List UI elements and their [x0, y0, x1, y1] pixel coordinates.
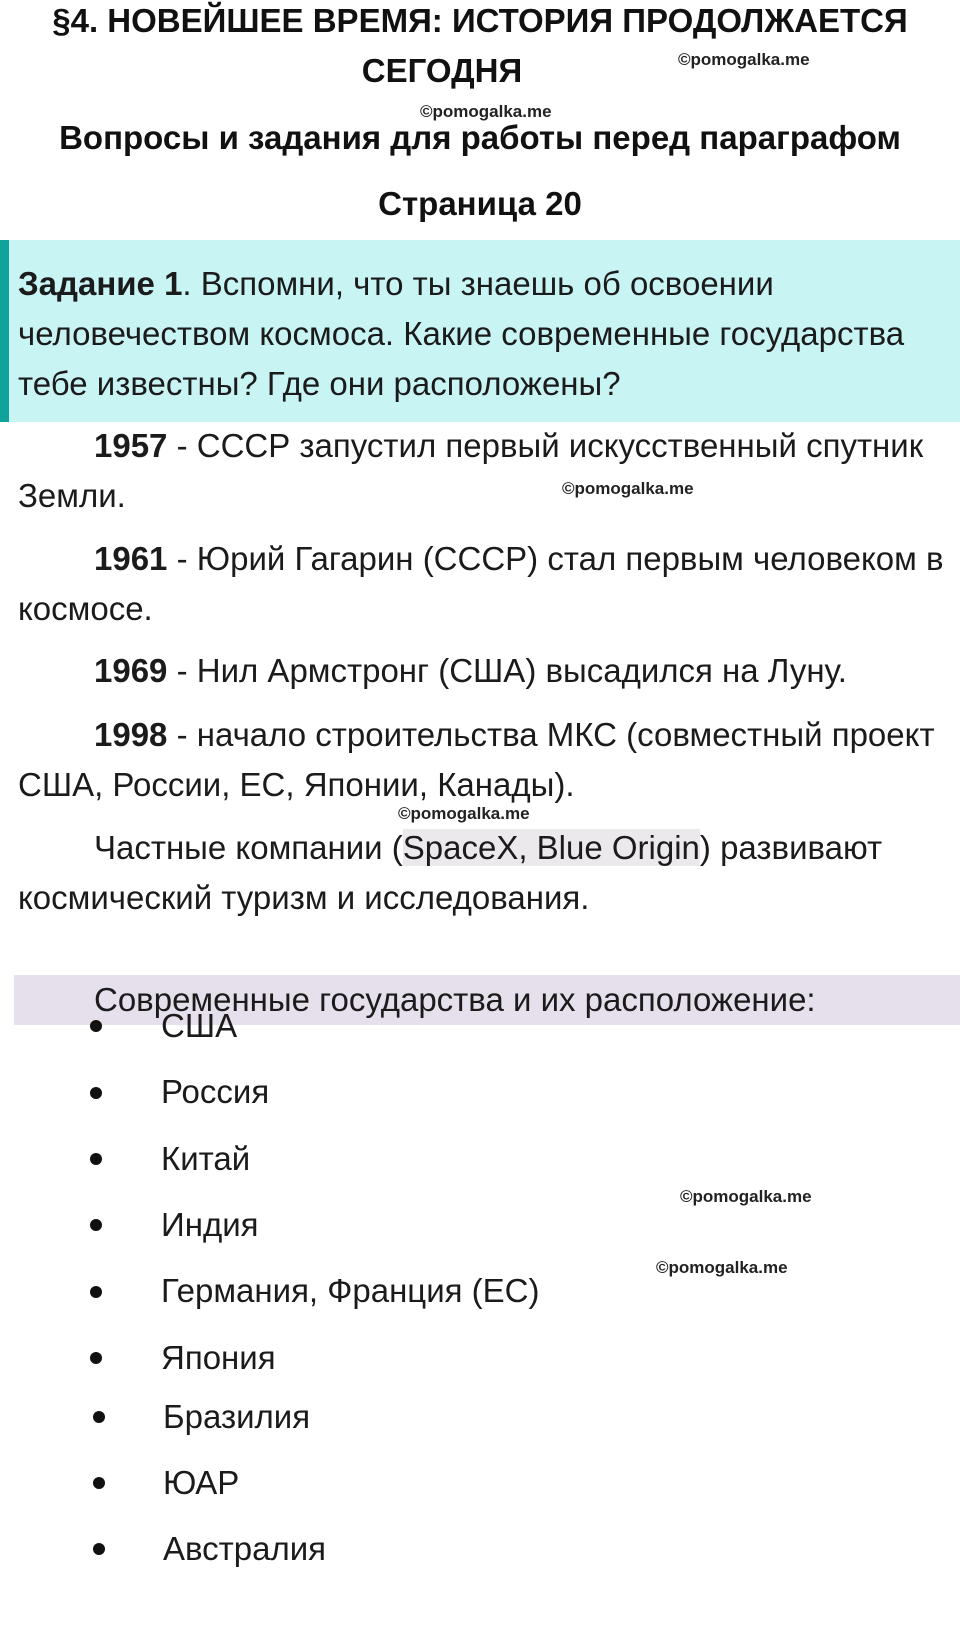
private-text-after: ) развивают космический туризм и исследования. — [18, 829, 883, 916]
bullet-icon — [90, 1153, 102, 1165]
list-item: Австралия — [163, 1530, 327, 1567]
fact-paragraph — [18, 710, 953, 810]
task-question: . Вспомни, что ты знаешь об освоении человечеством космоса. Какие современные государства тебе известны? Где они расположены? — [18, 265, 905, 402]
list-item: Индия — [161, 1206, 259, 1243]
watermark: ©pomogalka.me — [398, 804, 530, 823]
page-number: Страница 20 — [378, 185, 582, 222]
section-subtitle: Вопросы и задания для работы перед параграфом — [59, 119, 901, 156]
private-text-before: Частные компании ( — [94, 829, 403, 866]
task-text — [18, 259, 948, 409]
list-item: ЮАР — [163, 1464, 240, 1501]
bullet-icon — [90, 1219, 102, 1231]
page-title-line2: СЕГОДНЯ — [361, 52, 523, 89]
list-item: США — [161, 1007, 238, 1044]
fact-text: - Юрий Гагарин (СССР) стал первым человеком в космосе. — [18, 540, 944, 627]
fact-year: 1957 — [94, 427, 168, 464]
fact-paragraph — [18, 646, 953, 696]
fact-paragraph — [18, 421, 953, 521]
page-title-line1: §4. НОВЕЙШЕЕ ВРЕМЯ: ИСТОРИЯ ПРОДОЛЖАЕТСЯ — [52, 2, 908, 39]
fact-year: 1998 — [94, 716, 168, 753]
watermark: ©pomogalka.me — [420, 102, 552, 121]
states-heading: Современные государства и их расположение: — [94, 981, 816, 1018]
bullet-icon — [90, 1087, 102, 1099]
list-item: Россия — [161, 1073, 270, 1110]
fact-year: 1961 — [94, 540, 168, 577]
bullet-icon — [93, 1411, 105, 1423]
bullet-icon — [90, 1286, 102, 1298]
fact-paragraph — [18, 534, 953, 634]
companies-highlight: SpaceX, Blue Origin — [402, 829, 700, 866]
bullet-icon — [90, 1352, 102, 1364]
watermark: ©pomogalka.me — [680, 1187, 812, 1206]
list-item: Китай — [161, 1140, 251, 1177]
watermark: ©pomogalka.me — [678, 50, 810, 69]
private-companies-paragraph — [18, 823, 953, 923]
bullet-icon — [93, 1543, 105, 1555]
task-label: Задание 1 — [18, 265, 183, 302]
bullet-icon — [93, 1477, 105, 1489]
watermark: ©pomogalka.me — [562, 479, 694, 498]
fact-text: - начало строительства МКС (совместный проект США, России, ЕС, Японии, Канады). — [18, 716, 935, 803]
fact-text: - Нил Армстронг (США) высадился на Луну. — [167, 652, 847, 689]
fact-text: - СССР запустил первый искусственный спутник Земли. — [18, 427, 924, 514]
list-item: Япония — [161, 1339, 276, 1376]
watermark: ©pomogalka.me — [656, 1258, 788, 1277]
fact-year: 1969 — [94, 652, 168, 689]
list-item: Германия, Франция (ЕС) — [161, 1272, 540, 1309]
bullet-icon — [90, 1020, 102, 1032]
list-item: Бразилия — [163, 1398, 311, 1435]
